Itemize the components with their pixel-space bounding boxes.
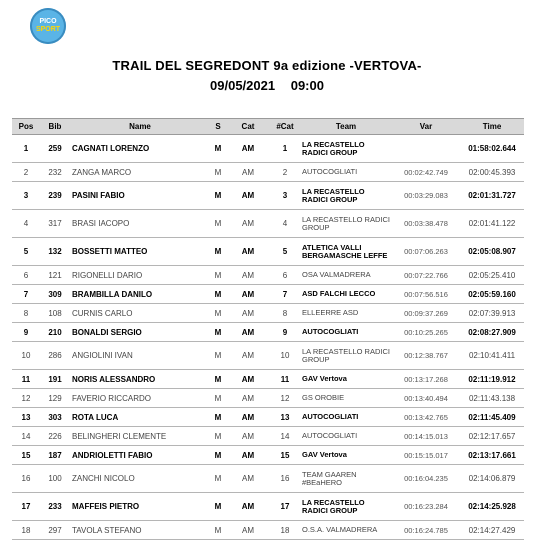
logo-line1: PICO bbox=[39, 18, 57, 25]
table-row bbox=[12, 389, 524, 408]
result-category: AM bbox=[226, 266, 270, 285]
result-team: O.S.A. VALMADRERA bbox=[300, 521, 392, 540]
result-sex: M bbox=[210, 465, 226, 493]
result-sex: M bbox=[210, 238, 226, 266]
result-category-pos: 4 bbox=[270, 210, 300, 238]
result-category: AM bbox=[226, 342, 270, 370]
result-bib: 317 bbox=[40, 210, 70, 238]
table-header-row bbox=[12, 119, 524, 135]
result-category: AM bbox=[226, 446, 270, 465]
result-sex: M bbox=[210, 521, 226, 540]
result-category-pos: 1 bbox=[270, 135, 300, 163]
result-time: 02:08:27.909 bbox=[460, 323, 524, 342]
column-header-cat: Cat bbox=[226, 119, 270, 135]
result-pos: 5 bbox=[12, 238, 40, 266]
result-gap: 00:07:06.263 bbox=[392, 238, 460, 266]
result-name: TAVOLA STEFANO bbox=[70, 521, 210, 540]
result-bib: 232 bbox=[40, 163, 70, 182]
result-bib: 108 bbox=[40, 304, 70, 323]
result-category-pos: 15 bbox=[270, 446, 300, 465]
result-name: ANGIOLINI IVAN bbox=[70, 342, 210, 370]
result-name: NORIS ALESSANDRO bbox=[70, 370, 210, 389]
result-time: 02:14:06.879 bbox=[460, 465, 524, 493]
result-category-pos: 13 bbox=[270, 408, 300, 427]
result-pos: 14 bbox=[12, 427, 40, 446]
result-pos: 11 bbox=[12, 370, 40, 389]
result-sex: M bbox=[210, 266, 226, 285]
result-category: AM bbox=[226, 493, 270, 521]
result-name: BOSSETTI MATTEO bbox=[70, 238, 210, 266]
pico-sport-logo bbox=[30, 8, 66, 44]
result-gap: 00:13:17.268 bbox=[392, 370, 460, 389]
result-category-pos: 14 bbox=[270, 427, 300, 446]
result-bib: 121 bbox=[40, 266, 70, 285]
table-row bbox=[12, 493, 524, 521]
result-sex: M bbox=[210, 493, 226, 521]
result-bib: 132 bbox=[40, 238, 70, 266]
result-name: ROTA LUCA bbox=[70, 408, 210, 427]
result-bib: 226 bbox=[40, 427, 70, 446]
result-gap: 00:07:56.516 bbox=[392, 285, 460, 304]
result-pos: 8 bbox=[12, 304, 40, 323]
result-time: 02:11:45.409 bbox=[460, 408, 524, 427]
result-time: 02:12:17.657 bbox=[460, 427, 524, 446]
result-time: 02:14:25.928 bbox=[460, 493, 524, 521]
result-pos: 10 bbox=[12, 342, 40, 370]
result-category-pos: 17 bbox=[270, 493, 300, 521]
table-row bbox=[12, 266, 524, 285]
result-sex: M bbox=[210, 135, 226, 163]
result-category: AM bbox=[226, 370, 270, 389]
result-name: ANDRIOLETTI FABIO bbox=[70, 446, 210, 465]
results-table bbox=[12, 118, 524, 540]
result-time: 02:05:59.160 bbox=[460, 285, 524, 304]
result-bib: 309 bbox=[40, 285, 70, 304]
table-row bbox=[12, 285, 524, 304]
event-time: 09:00 bbox=[290, 78, 324, 93]
result-team: OSA VALMADRERA bbox=[300, 266, 392, 285]
result-category: AM bbox=[226, 182, 270, 210]
result-sex: M bbox=[210, 182, 226, 210]
result-time: 02:01:41.122 bbox=[460, 210, 524, 238]
result-sex: M bbox=[210, 323, 226, 342]
result-sex: M bbox=[210, 370, 226, 389]
result-bib: 210 bbox=[40, 323, 70, 342]
table-row bbox=[12, 135, 524, 163]
result-time: 02:05:08.907 bbox=[460, 238, 524, 266]
result-name: BRASI IACOPO bbox=[70, 210, 210, 238]
result-name: RIGONELLI DARIO bbox=[70, 266, 210, 285]
result-name: ZANGA MARCO bbox=[70, 163, 210, 182]
result-pos: 12 bbox=[12, 389, 40, 408]
result-category: AM bbox=[226, 465, 270, 493]
result-team: ASD FALCHI LECCO bbox=[300, 285, 392, 304]
table-row bbox=[12, 182, 524, 210]
table-row bbox=[12, 238, 524, 266]
result-name: PASINI FABIO bbox=[70, 182, 210, 210]
column-header-time: Time bbox=[460, 119, 524, 135]
table-row bbox=[12, 323, 524, 342]
table-row bbox=[12, 210, 524, 238]
result-gap: 00:15:15.017 bbox=[392, 446, 460, 465]
result-gap: 00:16:23.284 bbox=[392, 493, 460, 521]
table-row bbox=[12, 304, 524, 323]
result-time: 02:05:25.410 bbox=[460, 266, 524, 285]
result-gap: 00:02:42.749 bbox=[392, 163, 460, 182]
result-sex: M bbox=[210, 342, 226, 370]
result-sex: M bbox=[210, 285, 226, 304]
result-category-pos: 8 bbox=[270, 304, 300, 323]
result-team: AUTOCOGLIATI bbox=[300, 323, 392, 342]
result-category-pos: 11 bbox=[270, 370, 300, 389]
result-gap: 00:16:04.235 bbox=[392, 465, 460, 493]
column-header-var: Var bbox=[392, 119, 460, 135]
result-bib: 191 bbox=[40, 370, 70, 389]
result-gap: 00:09:37.269 bbox=[392, 304, 460, 323]
result-name: MAFFEIS PIETRO bbox=[70, 493, 210, 521]
result-category: AM bbox=[226, 323, 270, 342]
result-category: AM bbox=[226, 210, 270, 238]
result-sex: M bbox=[210, 304, 226, 323]
result-team: GS OROBIE bbox=[300, 389, 392, 408]
result-pos: 16 bbox=[12, 465, 40, 493]
result-time: 01:58:02.644 bbox=[460, 135, 524, 163]
logo-line2: SPORT bbox=[35, 26, 61, 33]
table-row bbox=[12, 427, 524, 446]
event-datetime bbox=[0, 78, 534, 93]
result-pos: 4 bbox=[12, 210, 40, 238]
result-category-pos: 12 bbox=[270, 389, 300, 408]
column-header-catpos: #Cat bbox=[270, 119, 300, 135]
result-pos: 15 bbox=[12, 446, 40, 465]
result-pos: 18 bbox=[12, 521, 40, 540]
result-category-pos: 7 bbox=[270, 285, 300, 304]
result-sex: M bbox=[210, 163, 226, 182]
result-pos: 9 bbox=[12, 323, 40, 342]
result-bib: 259 bbox=[40, 135, 70, 163]
result-category-pos: 10 bbox=[270, 342, 300, 370]
result-team: GAV Vertova bbox=[300, 446, 392, 465]
result-gap: 00:10:25.265 bbox=[392, 323, 460, 342]
result-team: AUTOCOGLIATI bbox=[300, 163, 392, 182]
column-header-bib: Bib bbox=[40, 119, 70, 135]
result-pos: 17 bbox=[12, 493, 40, 521]
table-row bbox=[12, 521, 524, 540]
result-team: ELLEERRE ASD bbox=[300, 304, 392, 323]
result-bib: 129 bbox=[40, 389, 70, 408]
result-bib: 303 bbox=[40, 408, 70, 427]
result-sex: M bbox=[210, 446, 226, 465]
column-header-name: Name bbox=[70, 119, 210, 135]
result-time: 02:13:17.661 bbox=[460, 446, 524, 465]
result-time: 02:11:19.912 bbox=[460, 370, 524, 389]
result-team: ATLETICA VALLI BERGAMASCHE LEFFE bbox=[300, 238, 392, 266]
result-bib: 297 bbox=[40, 521, 70, 540]
table-row bbox=[12, 342, 524, 370]
column-header-team: Team bbox=[300, 119, 392, 135]
result-category: AM bbox=[226, 304, 270, 323]
result-name: BONALDI SERGIO bbox=[70, 323, 210, 342]
result-team: LA RECASTELLO RADICI GROUP bbox=[300, 135, 392, 163]
result-bib: 239 bbox=[40, 182, 70, 210]
result-category-pos: 6 bbox=[270, 266, 300, 285]
result-pos: 7 bbox=[12, 285, 40, 304]
result-team: AUTOCOGLIATI bbox=[300, 427, 392, 446]
result-gap: 00:13:42.765 bbox=[392, 408, 460, 427]
result-gap: 00:03:29.083 bbox=[392, 182, 460, 210]
result-time: 02:00:45.393 bbox=[460, 163, 524, 182]
result-gap: 00:03:38.478 bbox=[392, 210, 460, 238]
column-header-sex: S bbox=[210, 119, 226, 135]
result-sex: M bbox=[210, 427, 226, 446]
result-category-pos: 5 bbox=[270, 238, 300, 266]
result-bib: 233 bbox=[40, 493, 70, 521]
result-bib: 100 bbox=[40, 465, 70, 493]
result-category: AM bbox=[226, 238, 270, 266]
page-title: TRAIL DEL SEGREDONT 9a edizione -VERTOVA- bbox=[112, 58, 422, 73]
result-pos: 13 bbox=[12, 408, 40, 427]
event-date: 09/05/2021 bbox=[210, 78, 276, 93]
table-row bbox=[12, 370, 524, 389]
result-category-pos: 9 bbox=[270, 323, 300, 342]
result-pos: 6 bbox=[12, 266, 40, 285]
result-time: 02:07:39.913 bbox=[460, 304, 524, 323]
result-time: 02:01:31.727 bbox=[460, 182, 524, 210]
result-pos: 3 bbox=[12, 182, 40, 210]
result-team: AUTOCOGLIATI bbox=[300, 408, 392, 427]
result-team: TEAM GAAREN #BEaHERO bbox=[300, 465, 392, 493]
table-row bbox=[12, 465, 524, 493]
result-name: BRAMBILLA DANILO bbox=[70, 285, 210, 304]
result-gap bbox=[392, 135, 460, 163]
result-time: 02:14:27.429 bbox=[460, 521, 524, 540]
result-time: 02:11:43.138 bbox=[460, 389, 524, 408]
result-gap: 00:14:15.013 bbox=[392, 427, 460, 446]
result-category-pos: 18 bbox=[270, 521, 300, 540]
result-gap: 00:07:22.766 bbox=[392, 266, 460, 285]
result-name: CAGNATI LORENZO bbox=[70, 135, 210, 163]
result-sex: M bbox=[210, 210, 226, 238]
result-pos: 2 bbox=[12, 163, 40, 182]
result-name: FAVERIO RICCARDO bbox=[70, 389, 210, 408]
result-bib: 187 bbox=[40, 446, 70, 465]
table-row bbox=[12, 408, 524, 427]
result-category: AM bbox=[226, 135, 270, 163]
result-category: AM bbox=[226, 163, 270, 182]
result-category-pos: 2 bbox=[270, 163, 300, 182]
result-category: AM bbox=[226, 408, 270, 427]
result-gap: 00:16:24.785 bbox=[392, 521, 460, 540]
table-row bbox=[12, 163, 524, 182]
result-team: LA RECASTELLO RADICI GROUP bbox=[300, 182, 392, 210]
result-pos: 1 bbox=[12, 135, 40, 163]
result-gap: 00:12:38.767 bbox=[392, 342, 460, 370]
result-category: AM bbox=[226, 521, 270, 540]
result-time: 02:10:41.411 bbox=[460, 342, 524, 370]
result-name: CURNIS CARLO bbox=[70, 304, 210, 323]
result-team: LA RECASTELLO RADICI GROUP bbox=[300, 493, 392, 521]
result-bib: 286 bbox=[40, 342, 70, 370]
result-category: AM bbox=[226, 389, 270, 408]
result-category: AM bbox=[226, 427, 270, 446]
result-sex: M bbox=[210, 408, 226, 427]
result-team: GAV Vertova bbox=[300, 370, 392, 389]
result-name: BELINGHERI CLEMENTE bbox=[70, 427, 210, 446]
result-team: LA RECASTELLO RADICI GROUP bbox=[300, 210, 392, 238]
result-name: ZANCHI NICOLO bbox=[70, 465, 210, 493]
column-header-pos: Pos bbox=[12, 119, 40, 135]
result-category-pos: 16 bbox=[270, 465, 300, 493]
result-gap: 00:13:40.494 bbox=[392, 389, 460, 408]
result-sex: M bbox=[210, 389, 226, 408]
result-category: AM bbox=[226, 285, 270, 304]
result-category-pos: 3 bbox=[270, 182, 300, 210]
result-team: LA RECASTELLO RADICI GROUP bbox=[300, 342, 392, 370]
